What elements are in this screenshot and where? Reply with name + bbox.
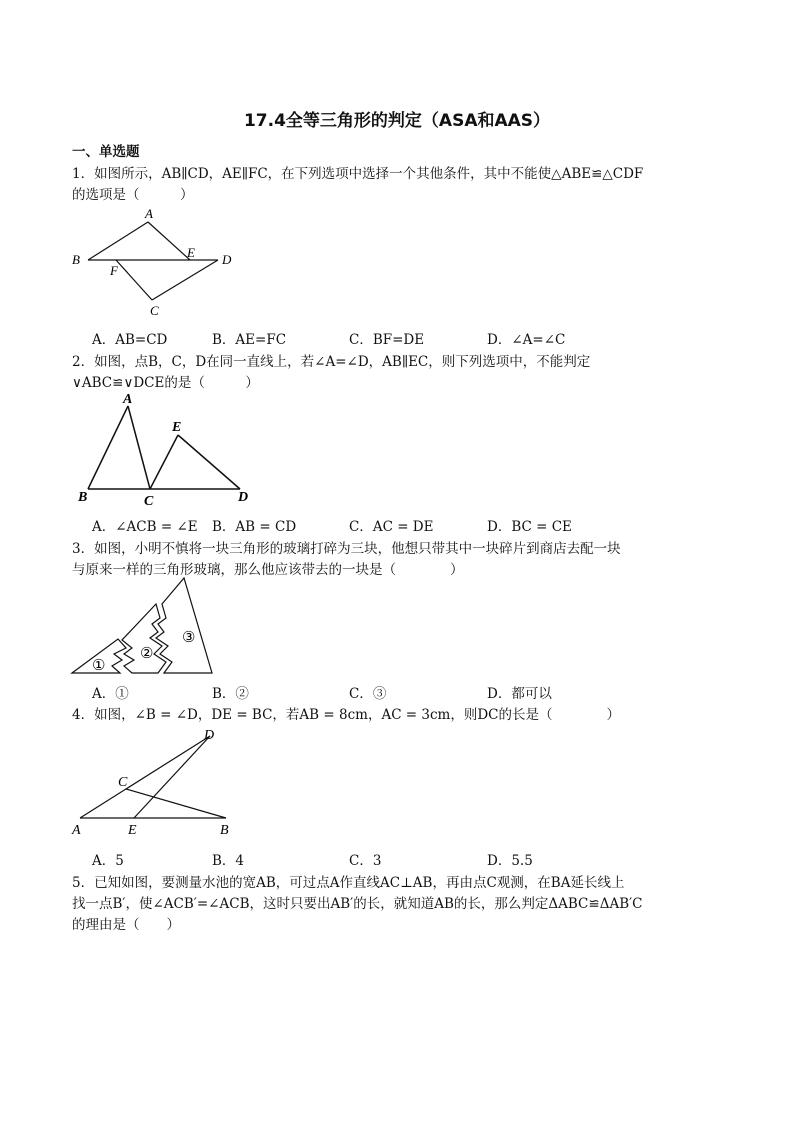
question-1-text-line-1: 1．如图所示，AB∥CD，AE∥FC，在下列选项中选择一个其他条件，其中不能使△ABE≌△CDF [72, 166, 644, 182]
question-3-option-c: C．③ [349, 686, 387, 702]
question-2-figure [68, 388, 268, 510]
question-4-option-c: C．3 [349, 853, 382, 869]
q1-label-a: A [145, 206, 153, 221]
question-2-text-line-1: 2．如图，点B，C，D在同一直线上，若∠A=∠D，AB∥EC，则下列选项中，不能判定 [72, 354, 591, 370]
question-5-text-line-3: 的理由是（ ） [72, 917, 180, 933]
question-3-option-a: A．① [92, 686, 129, 702]
q3-piece-2-label: ② [140, 646, 154, 662]
q2-label-c: C [144, 494, 154, 509]
question-1-option-c: C．BF=DE [349, 332, 425, 348]
question-4-option-d: D．5.5 [487, 853, 533, 869]
q3-piece-3-label: ③ [182, 630, 196, 646]
q1-label-c: C [150, 303, 159, 318]
section-label: 一、单选题 [72, 144, 140, 160]
q2-label-d: D [238, 490, 249, 505]
question-2-option-c: C．AC = DE [349, 519, 434, 535]
question-3-figure [66, 576, 226, 680]
q4-label-d: D [204, 728, 215, 743]
q1-label-d: D [222, 252, 232, 267]
question-4-option-b: B．4 [212, 853, 245, 869]
question-5-text-line-2: 找一点B′，使∠ACB′=∠ACB，这时只要出AB′的长，就知道AB的长，那么判定ΔABC≌ΔAB′C [72, 896, 643, 912]
question-3-text-line-1: 3．如图，小明不慎将一块三角形的玻璃打碎为三块，他想只带其中一块碎片到商店去配一块 [72, 541, 621, 557]
question-4-option-a: A．5 [92, 853, 124, 869]
question-2-text-line-2: ∨ABC≌∨DCE的是（ ） [72, 375, 259, 391]
q2-label-a: A [123, 392, 133, 407]
q1-label-e: E [187, 245, 195, 260]
question-5-text-line-1: 5．已知如图，要测量水池的宽AB，可过点A作直线AC⊥AB，再由点C观测，在BA延长线上 [72, 875, 625, 891]
page-title: 17.4全等三角形的判定（ASA和AAS） [243, 111, 551, 131]
question-4-figure [64, 722, 244, 840]
q3-piece-1-label: ① [92, 658, 106, 674]
question-3-option-b: B．② [212, 686, 249, 702]
q2-label-b: B [78, 490, 88, 505]
question-2-option-d: D．BC = CE [487, 519, 572, 535]
q2-label-e: E [172, 420, 182, 435]
question-3-option-d: D．都可以 [487, 686, 552, 702]
q1-label-b: B [72, 252, 80, 267]
question-3-text-line-2: 与原来一样的三角形玻璃，那么他应该带去的一块是（ ） [72, 562, 464, 578]
q4-label-e: E [128, 823, 137, 838]
q4-label-b: B [220, 823, 229, 838]
question-1-option-b: B．AE=FC [212, 332, 287, 348]
question-2-option-b: B．AB = CD [212, 519, 297, 535]
question-1-option-a: A．AB=CD [92, 332, 168, 348]
question-4-text-line-1: 4．如图，∠B = ∠D，DE = BC，若AB = 8cm，AC = 3cm，则DC的长是（ ） [72, 707, 621, 723]
question-1-option-d: D．∠A=∠C [487, 332, 566, 348]
question-1-text-line-2: 的选项是（ ） [72, 187, 194, 203]
question-2-option-a: A．∠ACB = ∠E [92, 519, 198, 535]
q4-label-a: A [72, 823, 81, 838]
q4-label-c: C [118, 775, 128, 790]
question-1-figure [60, 200, 260, 320]
q1-label-f: F [110, 263, 118, 278]
